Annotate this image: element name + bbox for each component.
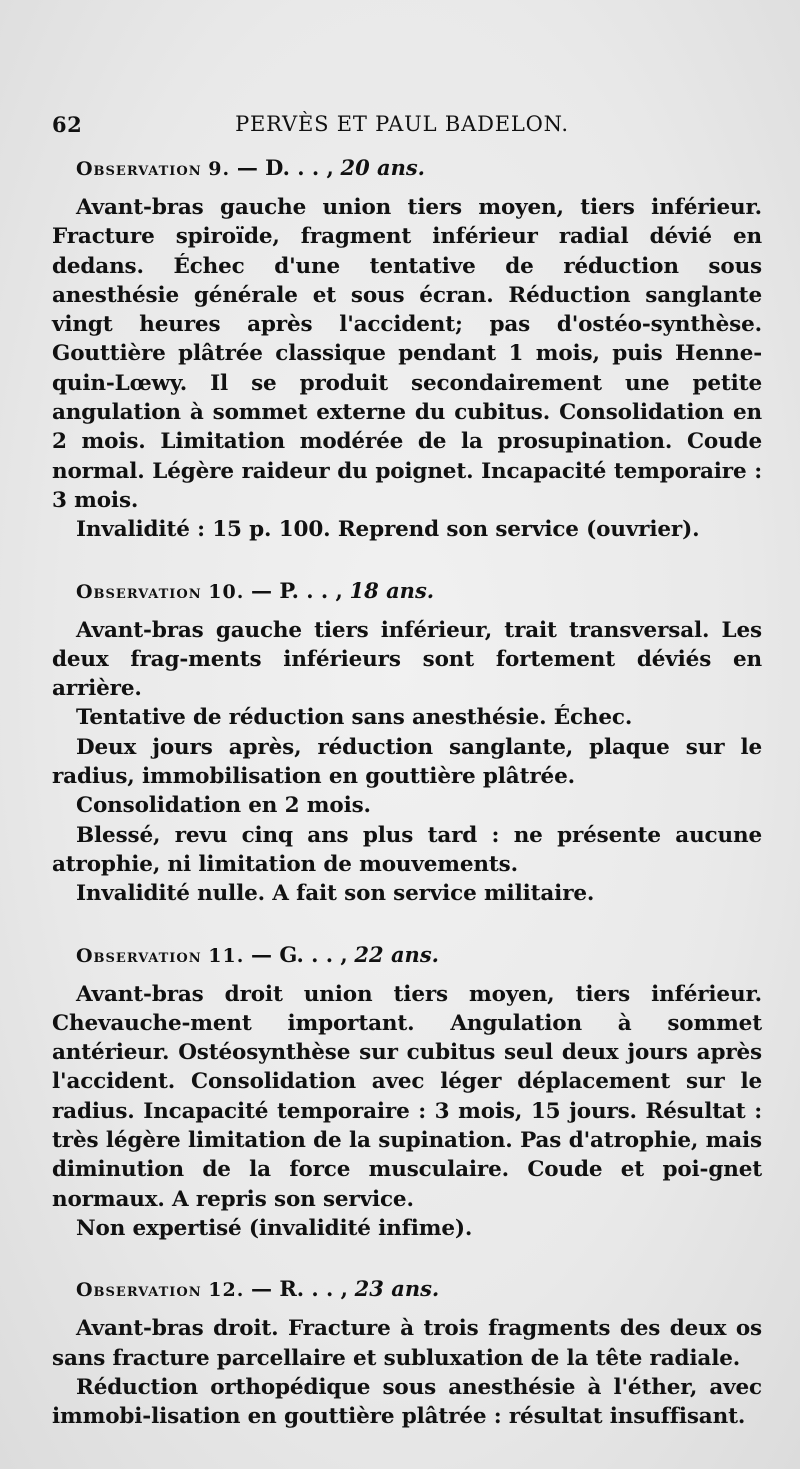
- observation-paragraph: Blessé, revu cinq ans plus tard : ne présente aucune atrophie, ni limitation de mouvements.: [52, 822, 762, 877]
- patient-initial: — G. . . ,: [251, 941, 348, 967]
- patient-age: 18 ans.: [349, 577, 435, 603]
- page-body: [52, 152, 762, 1461]
- patient-age: 23 ans.: [354, 1276, 440, 1302]
- patient-age: 20 ans.: [340, 155, 425, 180]
- observation-paragraph: Invalidité nulle. A fait son service militaire.: [76, 881, 595, 907]
- running-title: PERVÈS ET PAUL BADELON.: [235, 112, 569, 136]
- observation-heading: [52, 1273, 762, 1306]
- page-number: 62: [52, 112, 83, 137]
- observation-paragraph: Invalidité : 15 p. 100. Reprend son service (ouvrier).: [76, 517, 700, 543]
- observation-paragraph: Avant-bras droit. Fracture à trois fragments des deux os sans fracture parcellaire et subluxation de la tête radiale.: [52, 1316, 762, 1371]
- observation-12: [52, 1273, 762, 1431]
- observation-paragraph: Avant-bras gauche tiers inférieur, trait transversal. Les deux frag-ments inférieurs sont fortement déviés en arrière.: [52, 617, 762, 702]
- observation-number: 12.: [208, 1279, 245, 1302]
- observation-number: 10.: [208, 580, 245, 603]
- observation-paragraph: Deux jours après, réduction sanglante, plaque sur le radius, immobilisation en gouttière plâtrée.: [52, 734, 762, 790]
- patient-initial: — R. . . ,: [251, 1276, 348, 1302]
- observation-11: [52, 939, 762, 1244]
- observation-paragraph: Avant-bras droit union tiers moyen, tiers inférieur. Chevauche-ment important. Angulation à sommet antérieur. Ostéosynthèse sur cubitus seul deux jours après l'accident. Consolidation avec léger déplacement sur le radius. Incapacité temporaire : 3 mois, 15 jours. Résultat : très légère limitation de la supination. Pas d'atrophie, mais diminution de la force musculaire. Coude et poi-gnet normaux. A repris son service.: [52, 981, 762, 1212]
- observation-10: [52, 575, 762, 909]
- patient-age: 22 ans.: [354, 941, 439, 967]
- observation-number: 9.: [208, 158, 231, 180]
- observation-number: 11.: [208, 944, 245, 967]
- observation-paragraph: Réduction orthopédique sous anesthésie à l'éther, avec immobi-lisation en gouttière plâtrée : résultat insuffisant.: [52, 1374, 762, 1430]
- observation-heading: [52, 152, 762, 185]
- observation-heading: [52, 939, 762, 972]
- observation-label: Observation: [76, 1279, 202, 1302]
- observation-label: Observation: [76, 580, 202, 603]
- observation-paragraph: Non expertisé (invalidité infime).: [76, 1215, 473, 1241]
- observation-label: Observation: [76, 944, 202, 967]
- page-header: [52, 112, 752, 142]
- observation-paragraph: Consolidation en 2 mois.: [76, 793, 371, 819]
- observation-label: Observation: [76, 158, 202, 180]
- observation-paragraph: Tentative de réduction sans anesthésie. Échec.: [76, 705, 633, 731]
- observation-heading: [52, 575, 762, 608]
- observation-9: [52, 152, 762, 545]
- patient-initial: — P. . . ,: [251, 577, 343, 603]
- observation-paragraph: Avant-bras gauche union tiers moyen, tiers inférieur. Fracture spiroïde, fragment inférieur radial dévié en dedans. Échec d'une tentative de réduction sous anesthésie générale et sous écran. Réduction sanglante vingt heures après l'accident; pas d'ostéo-synthèse. Gouttière plâtrée classique pendant 1 mois, puis Henne-quin-Lœwy. Il se produit secondairement une petite angulation à sommet externe du cubitus. Consolidation en 2 mois. Limitation modérée de la prosupination. Coude normal. Légère raideur du poignet. Incapacité temporaire : 3 mois.: [52, 195, 762, 513]
- patient-initial: — D. . . ,: [236, 155, 334, 180]
